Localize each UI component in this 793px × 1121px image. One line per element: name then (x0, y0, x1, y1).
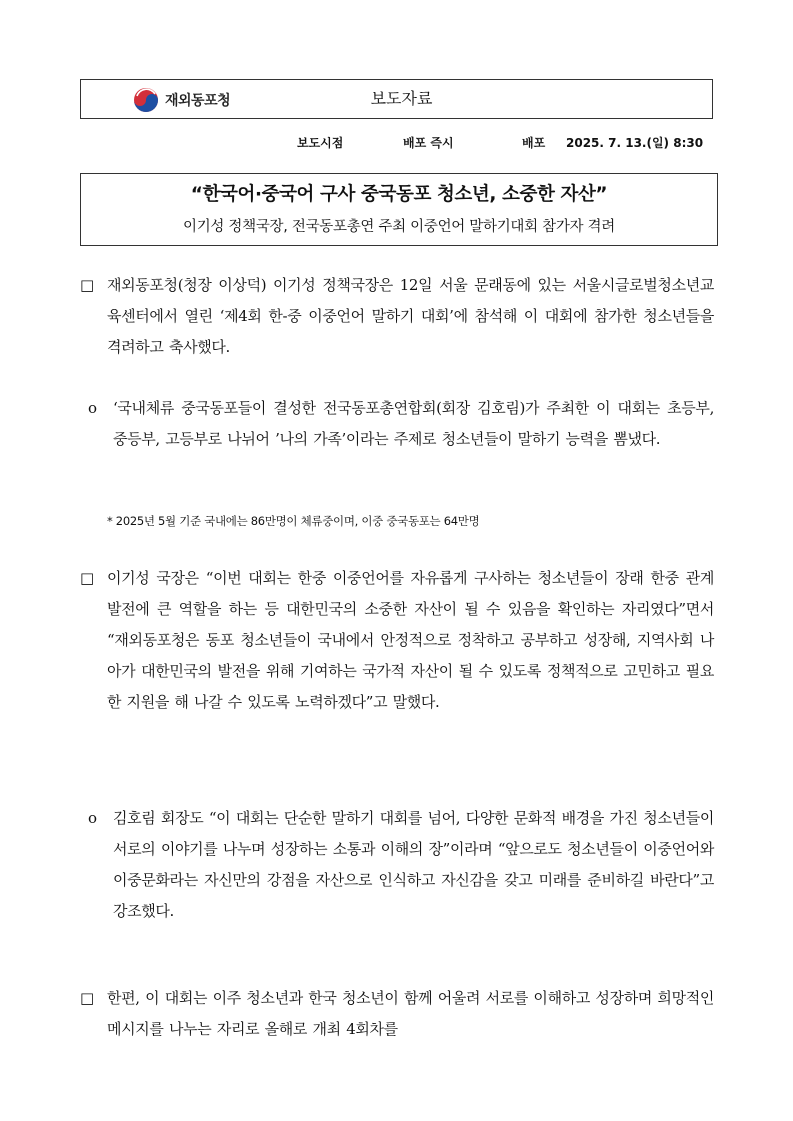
footnote: * 2025년 5월 기준 국내에는 86만명이 체류중이며, 이중 중국동포는 64만명 (107, 514, 480, 528)
paragraph-2-sub (88, 803, 714, 927)
box-bullet: □ (80, 569, 94, 587)
paragraph-1-sub (88, 393, 714, 455)
circle-bullet: ο (88, 809, 97, 827)
subheadline: 이기성 정책국장, 전국동포총연 주최 이중언어 말하기대회 참가자 격려 (183, 219, 615, 235)
box-bullet: □ (80, 276, 94, 294)
paragraph-3 (80, 983, 714, 1045)
release-date-label: 배포 (522, 136, 546, 150)
title-box (80, 173, 718, 246)
paragraph-3-text: 한편, 이 대회는 이주 청소년과 한국 청소년이 함께 어울려 서로를 이해하고 성장하며 희망적인 메시지를 나누는 자리로 올해로 개최 4회차를 (107, 989, 714, 1038)
paragraph-1-text: 재외동포청(청장 이상덕) 이기성 정책국장은 12일 서울 문래동에 있는 서울시글로벌청소년교육센터에서 열린 ‘제4회 한-중 이중언어 말하기 대회’에 참석해 이 대회에 참가한 청소년들을 격려하고 축사했다. (107, 276, 714, 356)
headline: “한국어·중국어 구사 중국동포 청소년, 소중한 자산” (190, 184, 608, 205)
release-time-label: 보도시점 (297, 136, 344, 150)
paragraph-2 (80, 563, 714, 718)
paragraph-2-text: 이기성 국장은 “이번 대회는 한중 이중언어를 자유롭게 구사하는 청소년들이 장래 한중 관계 발전에 큰 역할을 하는 등 대한민국의 소중한 자산이 될 수 있음을 확인하는 자리였다”면서 “재외동포청은 동포 청소년들이 국내에서 안정적으로 정착하고 공부하고 성장해, 지역사회 나아가 대한민국의 발전을 위해 기여하는 국가적 자산이 될 수 있도록 정책적으로 고민하고 필요한 지원을 해 나갈 수 있도록 노력하겠다”고 말했다. (107, 569, 714, 711)
doc-type-label: 보도자료 (370, 89, 433, 108)
release-date-value: 2025. 7. 13.(일) 8:30 (566, 136, 704, 150)
release-time-value: 배포 즉시 (403, 136, 454, 150)
box-bullet: □ (80, 989, 94, 1007)
paragraph-1 (80, 270, 714, 363)
release-info (80, 134, 713, 152)
header-box (80, 79, 713, 119)
agency-name: 재외동포청 (165, 93, 231, 109)
circle-bullet: ο (88, 399, 97, 417)
paragraph-1-sub-text: ‘국내체류 중국동포들이 결성한 전국동포총연합회(회장 김호림)가 주최한 이 대회는 초등부, 중등부, 고등부로 나뉘어 ’나의 가족’이라는 주제로 청소년들이 말하기 능력을 뽐냈다. (113, 399, 714, 448)
paragraph-2-sub-text: 김호림 회장도 “이 대회는 단순한 말하기 대회를 넘어, 다양한 문화적 배경을 가진 청소년들이 서로의 이야기를 나누며 성장하는 소통과 이해의 장”이라며 “앞으로도 청소년들이 이중언어와 이중문화라는 자신만의 강점을 자산으로 인식하고 자신감을 갖고 미래를 준비하길 바란다”고 강조했다. (113, 809, 714, 920)
